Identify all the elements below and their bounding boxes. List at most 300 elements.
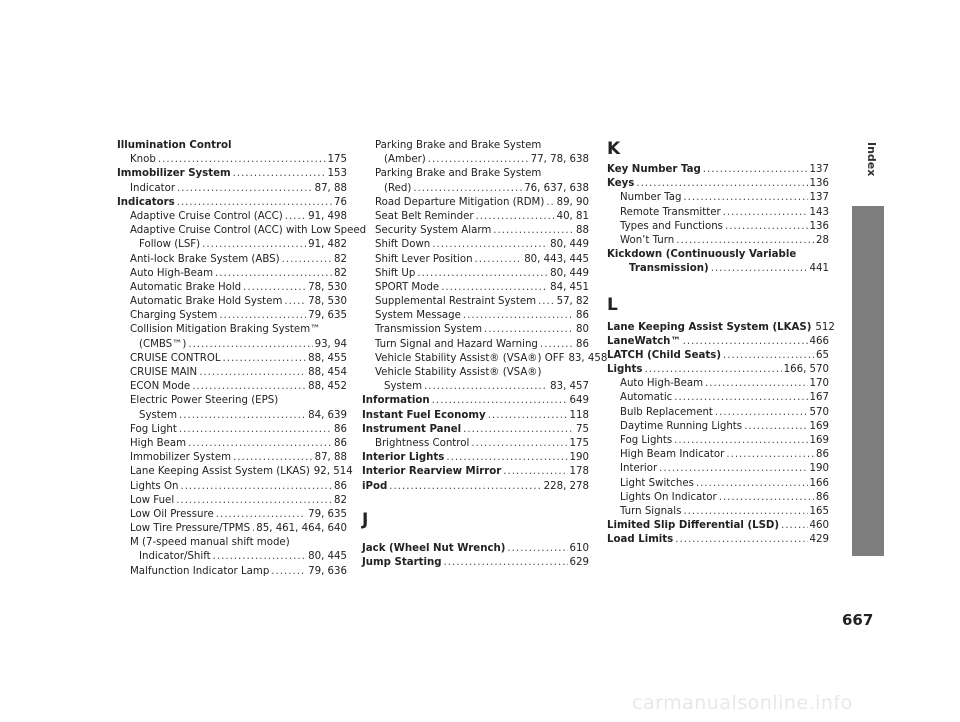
entry-label: Shift Lever Position bbox=[375, 253, 473, 265]
page-reference[interactable]: 153 bbox=[327, 168, 347, 180]
page-reference[interactable]: 610 bbox=[569, 542, 589, 554]
entry-label: Number Tag bbox=[620, 192, 682, 204]
dot-leader bbox=[219, 309, 306, 323]
index-entry bbox=[607, 391, 829, 405]
entry-label: Follow (LSF) bbox=[139, 239, 201, 251]
dot-leader bbox=[432, 394, 568, 408]
page-reference[interactable]: 143 bbox=[809, 206, 829, 218]
page-reference[interactable]: 137 bbox=[809, 164, 829, 175]
page-reference[interactable]: 80, 443, 445 bbox=[524, 253, 589, 265]
page-reference[interactable]: 166, 570 bbox=[783, 364, 829, 376]
entry-label: Key Number Tag bbox=[607, 164, 701, 175]
index-entry bbox=[607, 477, 829, 491]
entry-label: Malfunction Indicator Lamp bbox=[130, 565, 270, 577]
dot-leader bbox=[176, 494, 332, 508]
index-entry bbox=[117, 167, 347, 181]
page-reference[interactable]: 466 bbox=[809, 335, 829, 347]
dot-leader bbox=[674, 434, 807, 448]
section-header-l: L bbox=[607, 294, 618, 315]
dot-leader bbox=[417, 267, 548, 281]
entry-label: Lane Keeping Assist System (LKAS) bbox=[607, 321, 812, 333]
entry-label: Load Limits bbox=[607, 534, 674, 546]
entry-label: Adaptive Cruise Control (ACC) bbox=[130, 210, 283, 222]
page-reference[interactable]: 79, 635 bbox=[308, 508, 347, 520]
page-reference[interactable]: 629 bbox=[569, 556, 589, 568]
index-entry bbox=[117, 409, 347, 423]
dot-leader bbox=[179, 423, 332, 437]
index-entry bbox=[117, 451, 347, 465]
index-entry bbox=[117, 267, 347, 281]
page-reference[interactable]: 86 bbox=[334, 437, 347, 449]
page-reference[interactable]: 88, 455 bbox=[308, 352, 347, 364]
entry-label: Fog Light bbox=[130, 423, 177, 435]
page-reference[interactable]: 170 bbox=[809, 378, 829, 390]
index-entry bbox=[607, 220, 829, 234]
dot-leader bbox=[675, 533, 807, 547]
page-reference[interactable]: 169 bbox=[809, 435, 829, 446]
page-reference[interactable]: 80, 445 bbox=[308, 551, 347, 563]
dot-leader bbox=[441, 281, 548, 295]
page-reference[interactable]: 137 bbox=[809, 192, 829, 204]
dot-leader bbox=[446, 451, 567, 465]
entry-label: (Amber) bbox=[384, 154, 426, 166]
dot-leader bbox=[179, 409, 306, 423]
dot-leader bbox=[711, 262, 808, 276]
page-reference[interactable]: 167 bbox=[809, 392, 829, 404]
page-reference[interactable]: 65 bbox=[816, 349, 829, 361]
entry-label: High Beam Indicator bbox=[620, 449, 725, 461]
entry-label: LATCH (Child Seats) bbox=[607, 349, 722, 361]
entry-label: Immobilizer System bbox=[130, 452, 232, 464]
dot-leader bbox=[271, 565, 306, 579]
dot-leader bbox=[285, 210, 306, 224]
page-reference[interactable]: 86 bbox=[576, 310, 589, 322]
page-reference[interactable]: 84, 639 bbox=[308, 409, 347, 421]
entry-label: Keys bbox=[607, 178, 635, 190]
entry-label: Interior bbox=[620, 463, 658, 475]
dot-leader bbox=[177, 182, 313, 196]
index-entry bbox=[117, 352, 347, 366]
entry-label: Interior Lights bbox=[362, 452, 445, 464]
dot-leader bbox=[252, 522, 254, 536]
page-reference[interactable]: 460 bbox=[809, 520, 829, 532]
entry-label: Light Switches bbox=[620, 477, 694, 489]
dot-leader bbox=[233, 167, 326, 181]
page-reference[interactable]: 228, 278 bbox=[543, 480, 589, 492]
entry-label: Automatic bbox=[620, 392, 673, 404]
entry-label: Automatic Brake Hold System bbox=[130, 296, 283, 308]
dot-leader bbox=[659, 462, 807, 476]
page-reference[interactable]: 82 bbox=[334, 253, 347, 265]
entry-label: Jump Starting bbox=[362, 556, 442, 568]
dot-leader bbox=[674, 391, 807, 405]
entry-label: Auto High-Beam bbox=[130, 267, 214, 279]
page-reference[interactable]: 190 bbox=[569, 452, 589, 464]
page-reference[interactable]: 85, 461, 464, 640 bbox=[256, 523, 347, 535]
page-reference[interactable]: 79, 636 bbox=[308, 565, 347, 577]
index-entry bbox=[362, 139, 589, 153]
index-entry bbox=[362, 451, 589, 465]
entry-label: Charging System bbox=[130, 310, 218, 322]
entry-label: Instrument Panel bbox=[362, 423, 462, 435]
entry-label: Illumination Control bbox=[117, 140, 232, 151]
index-entry bbox=[607, 533, 829, 547]
index-entry bbox=[117, 522, 347, 536]
index-entry bbox=[117, 295, 347, 309]
page-reference[interactable]: 40, 81 bbox=[556, 210, 589, 222]
index-entry bbox=[117, 210, 347, 224]
page-reference[interactable]: 512 bbox=[815, 321, 835, 333]
entry-label: Lights On bbox=[130, 480, 179, 492]
dot-leader bbox=[215, 267, 332, 281]
entry-label: CRUISE MAIN bbox=[130, 367, 198, 378]
page-reference[interactable]: 86 bbox=[334, 480, 347, 492]
dot-leader bbox=[243, 281, 306, 295]
index-entry bbox=[362, 366, 589, 380]
index-entry bbox=[607, 163, 829, 177]
entry-label: LaneWatch™ bbox=[607, 335, 681, 347]
entry-label: Automatic Brake Hold bbox=[130, 281, 242, 293]
index-entry bbox=[607, 491, 829, 505]
page-number: 667 bbox=[842, 611, 874, 629]
page-reference[interactable]: 570 bbox=[809, 406, 829, 418]
page-reference[interactable]: 84, 451 bbox=[550, 281, 589, 293]
dot-leader bbox=[180, 480, 332, 494]
dot-leader bbox=[413, 182, 522, 196]
dot-leader bbox=[223, 352, 307, 366]
entry-label: Indicator bbox=[130, 182, 176, 194]
dot-leader bbox=[428, 153, 529, 167]
index-entry bbox=[362, 394, 589, 408]
dot-leader bbox=[463, 423, 574, 437]
index-entry bbox=[607, 349, 829, 363]
entry-label: Shift Up bbox=[375, 267, 416, 279]
index-column-2 bbox=[362, 139, 608, 570]
page-reference[interactable]: 86 bbox=[816, 491, 829, 503]
dot-leader bbox=[177, 196, 332, 210]
index-entry bbox=[362, 153, 589, 167]
entry-label: Interior Rearview Mirror bbox=[362, 466, 502, 478]
index-entry bbox=[607, 177, 829, 191]
page-reference[interactable]: 57, 82 bbox=[556, 296, 589, 308]
dot-leader bbox=[463, 309, 574, 323]
index-entry bbox=[607, 234, 829, 248]
page-reference[interactable]: 136 bbox=[809, 220, 829, 232]
dot-leader bbox=[444, 556, 568, 570]
entry-label: Collision Mitigation Braking System™ bbox=[130, 324, 321, 336]
page-reference[interactable]: 28 bbox=[816, 234, 829, 246]
entry-label: Turn Signal and Hazard Warning bbox=[375, 338, 538, 350]
index-entry bbox=[607, 335, 829, 349]
page-reference[interactable]: 87, 88 bbox=[314, 182, 347, 194]
index-entry bbox=[607, 191, 829, 205]
entry-label: Kickdown (Continuously Variable bbox=[607, 249, 797, 261]
page-reference[interactable]: 86 bbox=[334, 423, 347, 435]
entry-label: Brightness Control bbox=[375, 437, 470, 449]
dot-leader bbox=[199, 366, 306, 380]
page-reference[interactable]: 86 bbox=[816, 449, 829, 461]
page-reference[interactable]: 165 bbox=[809, 505, 829, 517]
section-header-k: K bbox=[607, 139, 621, 159]
index-entry bbox=[117, 508, 347, 522]
dot-leader bbox=[284, 295, 306, 309]
index-entry bbox=[607, 462, 829, 476]
entry-label: System Message bbox=[375, 310, 461, 322]
watermark: carmanualsonline.info bbox=[632, 692, 853, 714]
index-entry bbox=[362, 309, 589, 323]
index-entry bbox=[117, 238, 347, 252]
index-entry bbox=[607, 321, 835, 335]
index-entry bbox=[117, 565, 347, 579]
dot-leader bbox=[696, 477, 808, 491]
index-entry bbox=[362, 556, 589, 570]
page-reference[interactable]: 83, 457 bbox=[550, 381, 589, 393]
index-entry bbox=[117, 480, 347, 494]
index-entry bbox=[117, 153, 347, 167]
index-side-tab[interactable] bbox=[852, 132, 884, 206]
index-entry bbox=[607, 262, 829, 276]
entry-label: Types and Functions bbox=[620, 220, 723, 232]
entry-label: CRUISE CONTROL bbox=[130, 352, 221, 364]
index-entry bbox=[117, 309, 347, 323]
index-entry bbox=[362, 253, 589, 267]
index-entry bbox=[607, 377, 829, 391]
dot-leader bbox=[705, 377, 808, 391]
index-entry bbox=[362, 267, 589, 281]
entry-label: Information bbox=[362, 395, 430, 407]
index-entry bbox=[117, 338, 347, 352]
entry-label: Anti-lock Brake System (ABS) bbox=[130, 253, 280, 265]
entry-label: ECON Mode bbox=[130, 381, 191, 393]
page-reference[interactable]: 91, 498 bbox=[308, 210, 347, 222]
index-entry bbox=[607, 420, 829, 434]
dot-leader bbox=[488, 409, 568, 423]
index-entry bbox=[117, 437, 347, 451]
entry-label: Fog Lights bbox=[620, 435, 673, 446]
page-reference[interactable]: 166 bbox=[809, 477, 829, 489]
dot-leader bbox=[538, 295, 555, 309]
page-reference[interactable]: 92, 514 bbox=[313, 466, 353, 478]
dot-leader bbox=[726, 448, 814, 462]
entry-label: Indicator/Shift bbox=[139, 551, 211, 563]
index-entry bbox=[607, 434, 829, 448]
index-entry bbox=[362, 380, 589, 394]
page-reference[interactable]: 441 bbox=[809, 263, 829, 275]
index-entry bbox=[362, 238, 589, 252]
index-entry bbox=[117, 423, 347, 437]
page-reference[interactable]: 80 bbox=[576, 324, 589, 336]
page-reference[interactable]: 89, 90 bbox=[556, 196, 589, 208]
dot-leader bbox=[546, 196, 554, 210]
entry-label: Low Oil Pressure bbox=[130, 508, 214, 520]
index-entry bbox=[362, 338, 589, 352]
index-entry bbox=[362, 224, 589, 238]
index-entry bbox=[117, 366, 347, 380]
dot-leader bbox=[676, 234, 814, 248]
dot-leader bbox=[781, 519, 808, 533]
entry-label: Low Tire Pressure/TPMS bbox=[130, 523, 251, 535]
dot-leader bbox=[233, 451, 313, 465]
dot-leader bbox=[202, 238, 306, 252]
page-reference[interactable]: 75 bbox=[576, 423, 589, 435]
page-reference[interactable]: 175 bbox=[327, 154, 347, 166]
entry-label: System bbox=[384, 381, 422, 393]
entry-label: Jack (Wheel Nut Wrench) bbox=[362, 542, 506, 554]
index-entry bbox=[117, 139, 347, 153]
entry-label: Security System Alarm bbox=[375, 225, 492, 237]
entry-label: Knob bbox=[130, 154, 156, 166]
page-reference[interactable]: 88, 452 bbox=[308, 381, 347, 393]
index-entry bbox=[607, 406, 829, 420]
index-entry bbox=[117, 253, 347, 267]
page-reference[interactable]: 178 bbox=[569, 466, 589, 478]
index-column-3 bbox=[607, 137, 835, 548]
page-reference[interactable]: 79, 635 bbox=[308, 310, 347, 322]
dot-leader bbox=[703, 163, 808, 177]
entry-label: Daytime Running Lights bbox=[620, 420, 743, 432]
entry-label: Lights On Indicator bbox=[620, 491, 717, 503]
entry-label: Limited Slip Differential (LSD) bbox=[607, 520, 780, 532]
page-reference[interactable]: 82 bbox=[334, 494, 347, 506]
page-reference[interactable]: 91, 482 bbox=[308, 239, 347, 251]
index-entry bbox=[117, 494, 347, 508]
side-gray-bar bbox=[852, 206, 884, 556]
entry-label: System bbox=[139, 409, 177, 421]
entry-label: Transmission System bbox=[375, 324, 483, 336]
index-entry bbox=[117, 550, 347, 564]
entry-label: Won’t Turn bbox=[620, 234, 675, 246]
entry-label: Shift Down bbox=[375, 239, 431, 251]
entry-label: SPORT Mode bbox=[375, 281, 440, 293]
dot-leader bbox=[188, 437, 332, 451]
index-entry bbox=[362, 437, 589, 451]
page-reference[interactable]: 169 bbox=[809, 420, 829, 432]
dot-leader bbox=[493, 224, 574, 238]
dot-leader bbox=[424, 380, 548, 394]
index-entry bbox=[607, 519, 829, 533]
entry-label: (Red) bbox=[384, 182, 412, 194]
entry-label: Road Departure Mitigation (RDM) bbox=[375, 196, 545, 208]
page-reference[interactable]: 649 bbox=[569, 395, 589, 407]
entry-label: Lane Keeping Assist System (LKAS) bbox=[130, 466, 310, 478]
index-entry bbox=[362, 167, 589, 181]
entry-label: Vehicle Stability Assist® (VSA®) bbox=[375, 367, 542, 378]
entry-label: Instant Fuel Economy bbox=[362, 409, 486, 421]
page-reference[interactable]: 136 bbox=[809, 178, 829, 190]
dot-leader bbox=[213, 550, 307, 564]
entry-label: High Beam bbox=[130, 437, 187, 449]
dot-leader bbox=[389, 480, 541, 494]
dot-leader bbox=[644, 363, 781, 377]
index-entry bbox=[117, 224, 367, 238]
dot-leader bbox=[725, 220, 808, 234]
entry-label: Indicators bbox=[117, 196, 175, 208]
dot-leader bbox=[683, 191, 807, 205]
page-reference[interactable]: 76, 637, 638 bbox=[524, 182, 589, 194]
index-entry bbox=[607, 206, 829, 220]
page-reference[interactable]: 118 bbox=[569, 409, 589, 421]
page-reference[interactable]: 76 bbox=[334, 196, 347, 208]
section-header-j: J bbox=[362, 509, 369, 530]
dot-leader bbox=[723, 349, 814, 363]
dot-leader bbox=[507, 542, 567, 556]
page-reference[interactable]: 77, 78, 638 bbox=[530, 154, 589, 166]
page-reference[interactable]: 175 bbox=[569, 437, 589, 449]
side-tab-label: Index bbox=[865, 142, 878, 177]
entry-label: Supplemental Restraint System bbox=[375, 296, 537, 308]
entry-label: (CMBS™) bbox=[139, 338, 187, 350]
entry-label: Vehicle Stability Assist® (VSA®) OFF bbox=[375, 352, 565, 364]
index-entry bbox=[362, 542, 589, 556]
entry-label: Seat Belt Reminder bbox=[375, 210, 474, 222]
page-reference[interactable]: 78, 530 bbox=[308, 281, 347, 293]
dot-leader bbox=[216, 508, 306, 522]
entry-label: M (7-speed manual shift mode) bbox=[130, 537, 290, 549]
dot-leader bbox=[471, 437, 567, 451]
index-entry bbox=[362, 465, 589, 479]
entry-label: Immobilizer System bbox=[117, 168, 231, 180]
index-entry bbox=[117, 536, 347, 550]
index-entry bbox=[607, 363, 829, 377]
index-entry bbox=[362, 196, 589, 210]
index-entry bbox=[607, 448, 829, 462]
dot-leader bbox=[158, 153, 326, 167]
dot-leader bbox=[719, 491, 814, 505]
page-reference[interactable]: 190 bbox=[809, 463, 829, 475]
page-reference[interactable]: 87, 88 bbox=[314, 452, 347, 464]
entry-label: Parking Brake and Brake System bbox=[375, 140, 542, 151]
index-entry bbox=[117, 380, 347, 394]
page-reference[interactable]: 82 bbox=[334, 267, 347, 279]
index-entry bbox=[362, 210, 589, 224]
page-reference[interactable]: 86 bbox=[576, 338, 589, 350]
index-entry bbox=[117, 281, 347, 295]
index-entry bbox=[362, 182, 589, 196]
page-reference[interactable]: 80, 449 bbox=[550, 239, 589, 251]
entry-label: Remote Transmitter bbox=[620, 206, 721, 218]
index-entry bbox=[362, 423, 589, 437]
index-entry bbox=[117, 182, 347, 196]
dot-leader bbox=[715, 406, 808, 420]
entry-label: Turn Signals bbox=[620, 505, 682, 517]
page-reference[interactable]: 88 bbox=[576, 225, 589, 237]
index-entry bbox=[362, 409, 589, 423]
page-reference[interactable]: 78, 530 bbox=[308, 296, 347, 308]
page-reference[interactable]: 80, 449 bbox=[550, 267, 589, 279]
index-entry bbox=[362, 323, 589, 337]
index-entry bbox=[362, 480, 589, 494]
page-reference[interactable]: 93, 94 bbox=[314, 338, 347, 350]
page-reference[interactable]: 88, 454 bbox=[308, 367, 347, 378]
index-entry bbox=[362, 295, 589, 309]
entry-label: Adaptive Cruise Control (ACC) with Low Speed bbox=[130, 225, 367, 237]
page-reference[interactable]: 83, 458 bbox=[568, 352, 608, 364]
dot-leader bbox=[484, 323, 574, 337]
dot-leader bbox=[540, 338, 574, 352]
dot-leader bbox=[282, 253, 332, 267]
dot-leader bbox=[636, 177, 807, 191]
index-entry bbox=[117, 465, 353, 479]
dot-leader bbox=[723, 206, 808, 220]
index-entry bbox=[117, 394, 347, 408]
page-reference[interactable]: 429 bbox=[809, 534, 829, 546]
dot-leader bbox=[475, 253, 523, 267]
entry-label: Electric Power Steering (EPS) bbox=[130, 395, 279, 407]
entry-label: Low Fuel bbox=[130, 494, 175, 506]
dot-leader bbox=[432, 238, 548, 252]
index-entry bbox=[362, 281, 589, 295]
index-entry bbox=[607, 248, 829, 262]
